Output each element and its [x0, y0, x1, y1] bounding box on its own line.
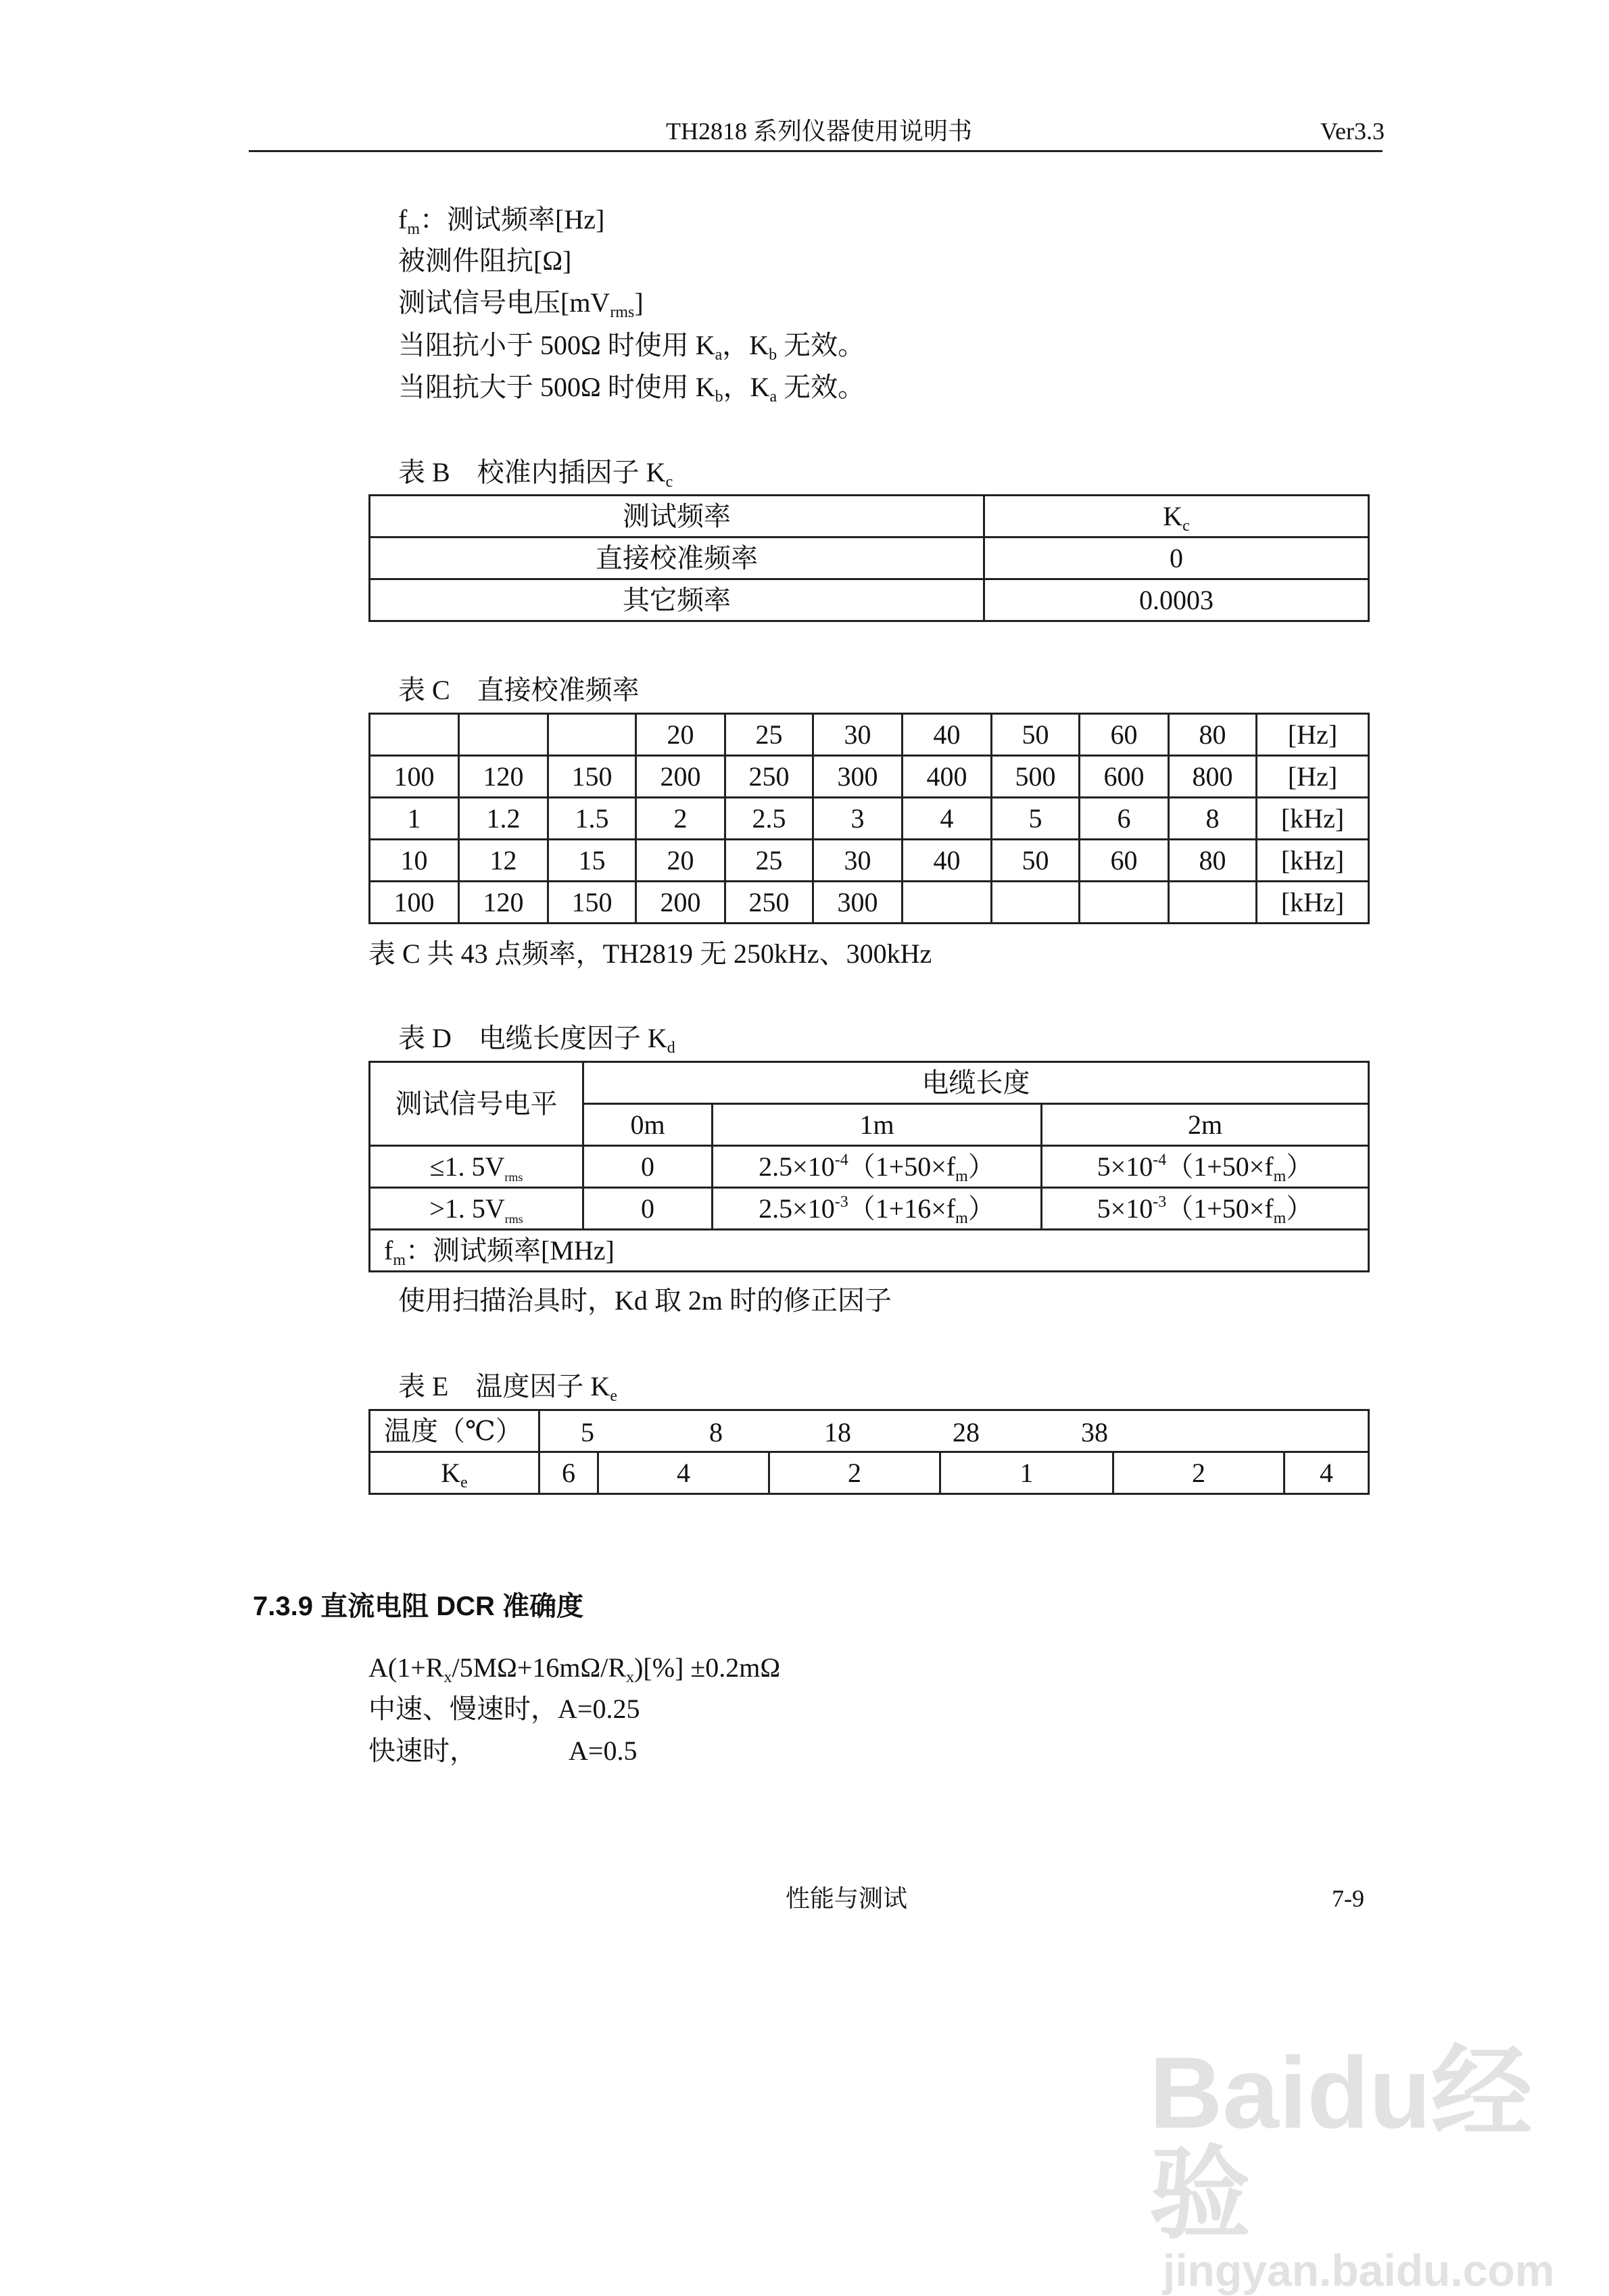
cell: 0.0003: [984, 579, 1369, 621]
watermark-brand: Baidu经验: [1149, 2036, 1533, 2251]
temp-value: 38: [1081, 1417, 1108, 1448]
t: ）: [967, 1193, 995, 1224]
cell: 2.5: [725, 798, 813, 840]
header-title: TH2818 系列仪器使用说明书: [666, 118, 972, 145]
baidu-watermark: [1149, 2036, 1609, 2296]
cell: 25: [725, 714, 813, 756]
cell: [1042, 1188, 1369, 1230]
table-e: [368, 1409, 1370, 1495]
cell: 8: [1169, 798, 1257, 840]
t: K: [1163, 500, 1183, 531]
cell: 20: [636, 840, 725, 882]
t: （1+50×f: [848, 1151, 956, 1182]
temp-value: 28: [953, 1417, 980, 1448]
cell: 4: [903, 798, 992, 840]
cell: 0: [583, 1188, 713, 1230]
t: a: [715, 346, 723, 364]
watermark-url: jingyan.baidu.com: [1163, 2245, 1555, 2295]
t: ]: [634, 287, 644, 318]
t: 表 E 温度因子 K: [398, 1371, 610, 1402]
t: 当阻抗小于 500Ω 时使用 K: [398, 330, 715, 360]
dcr-fast-label: 快速时，: [368, 1736, 477, 1766]
t: -4: [834, 1151, 848, 1169]
cell: 40: [903, 840, 992, 882]
table-row: [370, 1188, 1369, 1230]
cell: [370, 1230, 1369, 1272]
cell: 150: [548, 756, 636, 798]
cell: 250: [725, 882, 813, 924]
cell: 60: [1080, 714, 1169, 756]
t: m: [955, 1209, 968, 1227]
t: ，K: [723, 372, 770, 402]
cell: 150: [548, 882, 636, 924]
t: ：测试频率[MHz]: [406, 1235, 615, 1266]
table-row: [370, 579, 1369, 621]
t: 无效。: [777, 330, 865, 360]
cell: 80: [1169, 840, 1257, 882]
t: e: [460, 1473, 468, 1491]
cell: 50: [992, 714, 1080, 756]
cell: 1: [370, 798, 459, 840]
footer-page: 7-9: [1332, 1885, 1364, 1912]
table-c: [368, 713, 1370, 924]
t: 无效。: [777, 372, 865, 402]
t: ）: [1286, 1193, 1314, 1224]
cell: [903, 882, 992, 924]
t: 2.5×10: [759, 1193, 835, 1224]
t: 表 D 电缆长度因子 K: [398, 1023, 667, 1053]
cell: [kHz]: [1257, 882, 1369, 924]
cell: [Hz]: [1257, 756, 1369, 798]
table-d: [368, 1061, 1370, 1272]
cell: 其它频率: [370, 579, 984, 621]
t: m: [955, 1167, 968, 1185]
cell: 40: [903, 714, 992, 756]
table-b: [368, 494, 1370, 622]
cell: 电缆长度: [583, 1062, 1369, 1104]
cell: 5: [992, 798, 1080, 840]
cell: 0m: [583, 1104, 713, 1146]
cell: 100: [370, 756, 459, 798]
t: ，K: [722, 330, 769, 360]
t: /5MΩ+16mΩ/R: [452, 1652, 627, 1683]
t: A(1+R: [368, 1652, 444, 1683]
cell: 2m: [1042, 1104, 1369, 1146]
t: b: [715, 388, 723, 406]
t: )[%] ±0.2mΩ: [634, 1652, 781, 1683]
cell: [1169, 882, 1257, 924]
table-e-caption: [398, 1371, 617, 1405]
t: m: [1273, 1167, 1287, 1185]
intro-line-3: [398, 287, 644, 321]
t: 测试信号电压[mV: [398, 287, 610, 318]
cell: 10: [370, 840, 459, 882]
cell: [713, 1146, 1042, 1188]
t: d: [667, 1039, 675, 1057]
cell: [Hz]: [1257, 714, 1369, 756]
cell: 60: [1080, 840, 1169, 882]
t: -3: [834, 1193, 848, 1211]
cell: 3: [813, 798, 903, 840]
table-row: [370, 537, 1369, 579]
dcr-formula: [368, 1652, 781, 1686]
cell: 测试信号电平: [370, 1062, 583, 1146]
cell: 1: [940, 1452, 1113, 1494]
t: （1+16×f: [848, 1193, 956, 1224]
t: -3: [1153, 1193, 1167, 1211]
table-row: [370, 1452, 1369, 1494]
cell: 250: [725, 756, 813, 798]
cell: 1.2: [459, 798, 548, 840]
cell: [1080, 882, 1169, 924]
table-row: [370, 840, 1369, 882]
cell: 温度（℃）: [370, 1410, 539, 1452]
t: >1. 5V: [429, 1193, 505, 1224]
cell: 6: [539, 1452, 598, 1494]
table-row: [370, 882, 1369, 924]
cell: 15: [548, 840, 636, 882]
t: 表 B 校准内插因子 K: [398, 457, 666, 487]
cell: 0: [984, 537, 1369, 579]
cell: 0: [583, 1146, 713, 1188]
table-row: [370, 798, 1369, 840]
cell: 120: [459, 756, 548, 798]
table-row: [370, 1410, 1369, 1452]
cell: [kHz]: [1257, 798, 1369, 840]
cell: [713, 1188, 1042, 1230]
cell: 20: [636, 714, 725, 756]
t: b: [769, 346, 777, 364]
t: c: [665, 473, 673, 491]
table-c-note: 表 C 共 43 点频率，TH2819 无 250kHz、300kHz: [368, 938, 932, 969]
cell: 400: [903, 756, 992, 798]
table-row: [370, 1062, 1369, 1104]
t: ≤1. 5V: [429, 1151, 505, 1182]
cell: 1m: [713, 1104, 1042, 1146]
t: e: [610, 1387, 617, 1405]
cell: [370, 1452, 539, 1494]
table-row: [370, 496, 1369, 537]
cell: 2: [769, 1452, 940, 1494]
footer-chapter: 性能与测试: [786, 1885, 908, 1912]
intro-line-1: [398, 204, 605, 238]
temp-value: 18: [824, 1417, 851, 1448]
cell: 直接校准频率: [370, 537, 984, 579]
t: -4: [1153, 1151, 1167, 1169]
t: rms: [504, 1170, 523, 1184]
t: 5×10: [1097, 1193, 1153, 1224]
table-row: [370, 1146, 1369, 1188]
cell: 600: [1080, 756, 1169, 798]
table-row: [370, 1230, 1369, 1272]
intro-line-5: [398, 372, 865, 406]
cell: 25: [725, 840, 813, 882]
t: a: [769, 388, 777, 406]
dcr-medium-slow: 中速、慢速时，A=0.25: [368, 1694, 640, 1724]
cell: 4: [598, 1452, 769, 1494]
table-d-caption: [398, 1023, 675, 1057]
intro-line-2: 被测件阻抗[Ω]: [398, 245, 572, 276]
t: rms: [504, 1212, 523, 1226]
cell: [370, 1146, 583, 1188]
temp-value: 8: [709, 1417, 723, 1448]
cell: 1.5: [548, 798, 636, 840]
cell: 30: [813, 714, 903, 756]
table-b-caption: [398, 457, 673, 491]
cell: [kHz]: [1257, 840, 1369, 882]
t: 2.5×10: [759, 1151, 835, 1182]
t: ）: [967, 1151, 995, 1182]
t: rms: [610, 304, 635, 321]
cell: 4: [1284, 1452, 1369, 1494]
cell: 30: [813, 840, 903, 882]
cell: [548, 714, 636, 756]
t: f: [398, 204, 408, 235]
t: m: [1273, 1209, 1287, 1227]
dcr-fast-value: A=0.5: [569, 1736, 638, 1766]
t: m: [393, 1251, 406, 1269]
t: ：测试频率[Hz]: [420, 204, 605, 235]
intro-line-4: [398, 330, 865, 364]
cell: 80: [1169, 714, 1257, 756]
cell: 120: [459, 882, 548, 924]
t: 当阻抗大于 500Ω 时使用 K: [398, 372, 715, 402]
t: 5×10: [1097, 1151, 1153, 1182]
header-version: Ver3.3: [1320, 118, 1385, 145]
table-row: [370, 756, 1369, 798]
t: x: [443, 1669, 452, 1686]
t: K: [441, 1457, 461, 1488]
cell: 300: [813, 756, 903, 798]
cell: 100: [370, 882, 459, 924]
cell: [459, 714, 548, 756]
cell: 50: [992, 840, 1080, 882]
table-d-note: 使用扫描治具时，Kd 取 2m 时的修正因子: [398, 1285, 892, 1316]
section-heading: 7.3.9 直流电阻 DCR 准确度: [253, 1592, 583, 1621]
t: f: [384, 1235, 393, 1266]
cell: 200: [636, 882, 725, 924]
cell: [1042, 1146, 1369, 1188]
header-rule: [249, 150, 1383, 152]
cell: 6: [1080, 798, 1169, 840]
t: c: [1182, 517, 1190, 535]
cell: 200: [636, 756, 725, 798]
cell: [984, 496, 1369, 537]
cell: 300: [813, 882, 903, 924]
cell: 测试频率: [370, 496, 984, 537]
cell: [539, 1410, 1369, 1452]
t: m: [407, 220, 420, 238]
cell: [370, 1188, 583, 1230]
t: x: [626, 1669, 635, 1686]
cell: [370, 714, 459, 756]
cell: [992, 882, 1080, 924]
table-c-caption: 表 C 直接校准频率: [398, 675, 640, 705]
table-row: [370, 714, 1369, 756]
cell: 12: [459, 840, 548, 882]
t: （1+50×f: [1166, 1193, 1274, 1224]
cell: 2: [1113, 1452, 1284, 1494]
cell: 500: [992, 756, 1080, 798]
t: ）: [1286, 1151, 1314, 1182]
temp-value: 5: [581, 1417, 594, 1448]
t: （1+50×f: [1166, 1151, 1274, 1182]
cell: 2: [636, 798, 725, 840]
cell: 800: [1169, 756, 1257, 798]
